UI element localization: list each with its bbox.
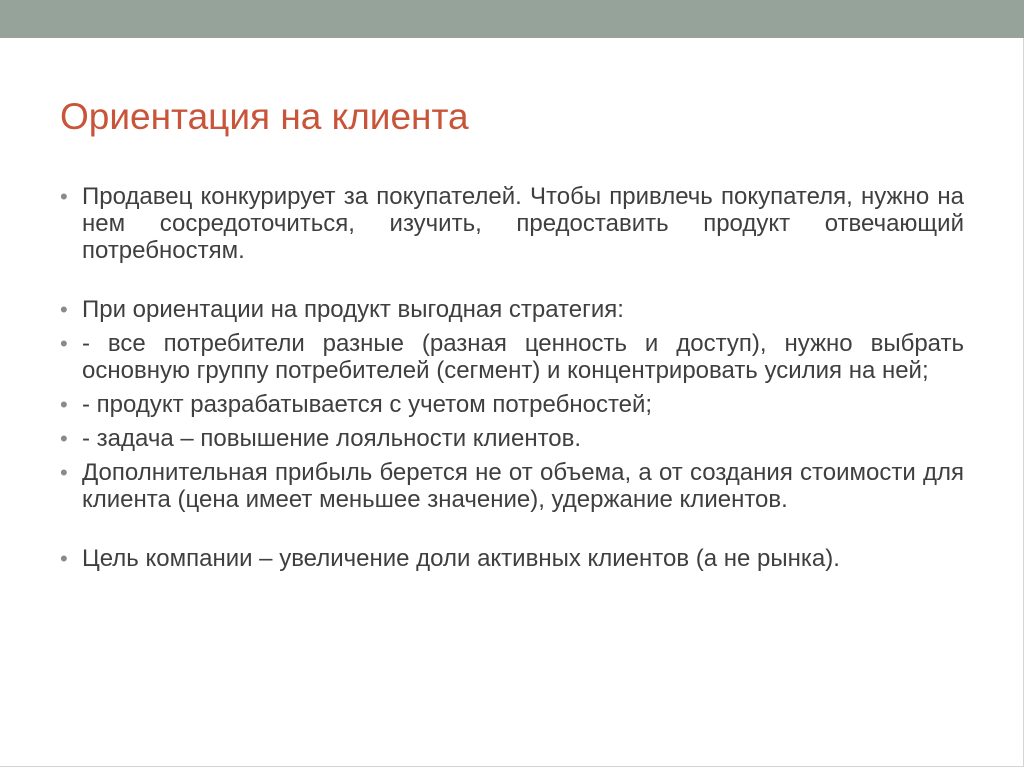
bullet-text: - все потребители разные (разная ценность и доступ), нужно выбрать основную группу потребителей (сегмент) и концентрировать усилия на ней; — [82, 330, 964, 384]
bullet-dot-icon: • — [60, 460, 68, 485]
bullet-dot-icon: • — [60, 184, 68, 209]
bullet-dot-icon: • — [60, 297, 68, 322]
bullet-dot-icon: • — [60, 331, 68, 356]
bullet-text: Дополнительная прибыль берется не от объема, а от создания стоимости для клиента (цена имеет меньшее значение), удержание клиентов. — [82, 459, 964, 513]
bullet-dot-icon: • — [60, 546, 68, 571]
bullet-list — [60, 183, 964, 572]
bullet-item — [60, 391, 964, 418]
bullet-text: Продавец конкурирует за покупателей. Чтобы привлечь покупателя, нужно на нем сосредоточиться, изучить, предоставить продукт отвечающий потребностям. — [82, 183, 964, 264]
bullet-dot-icon: • — [60, 392, 68, 417]
bullet-dot-icon: • — [60, 426, 68, 451]
slide-title: Ориентация на клиента — [60, 96, 469, 137]
bullet-text: - продукт разрабатывается с учетом потребностей; — [82, 391, 653, 418]
bullet-item — [60, 459, 964, 513]
bullet-item — [60, 183, 964, 264]
slide-top-bar — [0, 0, 1024, 38]
bullet-text: Цель компании – увеличение доли активных клиентов (а не рынка). — [82, 545, 840, 572]
bullet-item — [60, 296, 964, 323]
bullet-item — [60, 545, 964, 572]
bullet-text: При ориентации на продукт выгодная стратегия: — [82, 296, 624, 323]
bullet-text: - задача – повышение лояльности клиентов. — [82, 425, 582, 452]
bullet-item — [60, 425, 964, 452]
bullet-item — [60, 330, 964, 384]
